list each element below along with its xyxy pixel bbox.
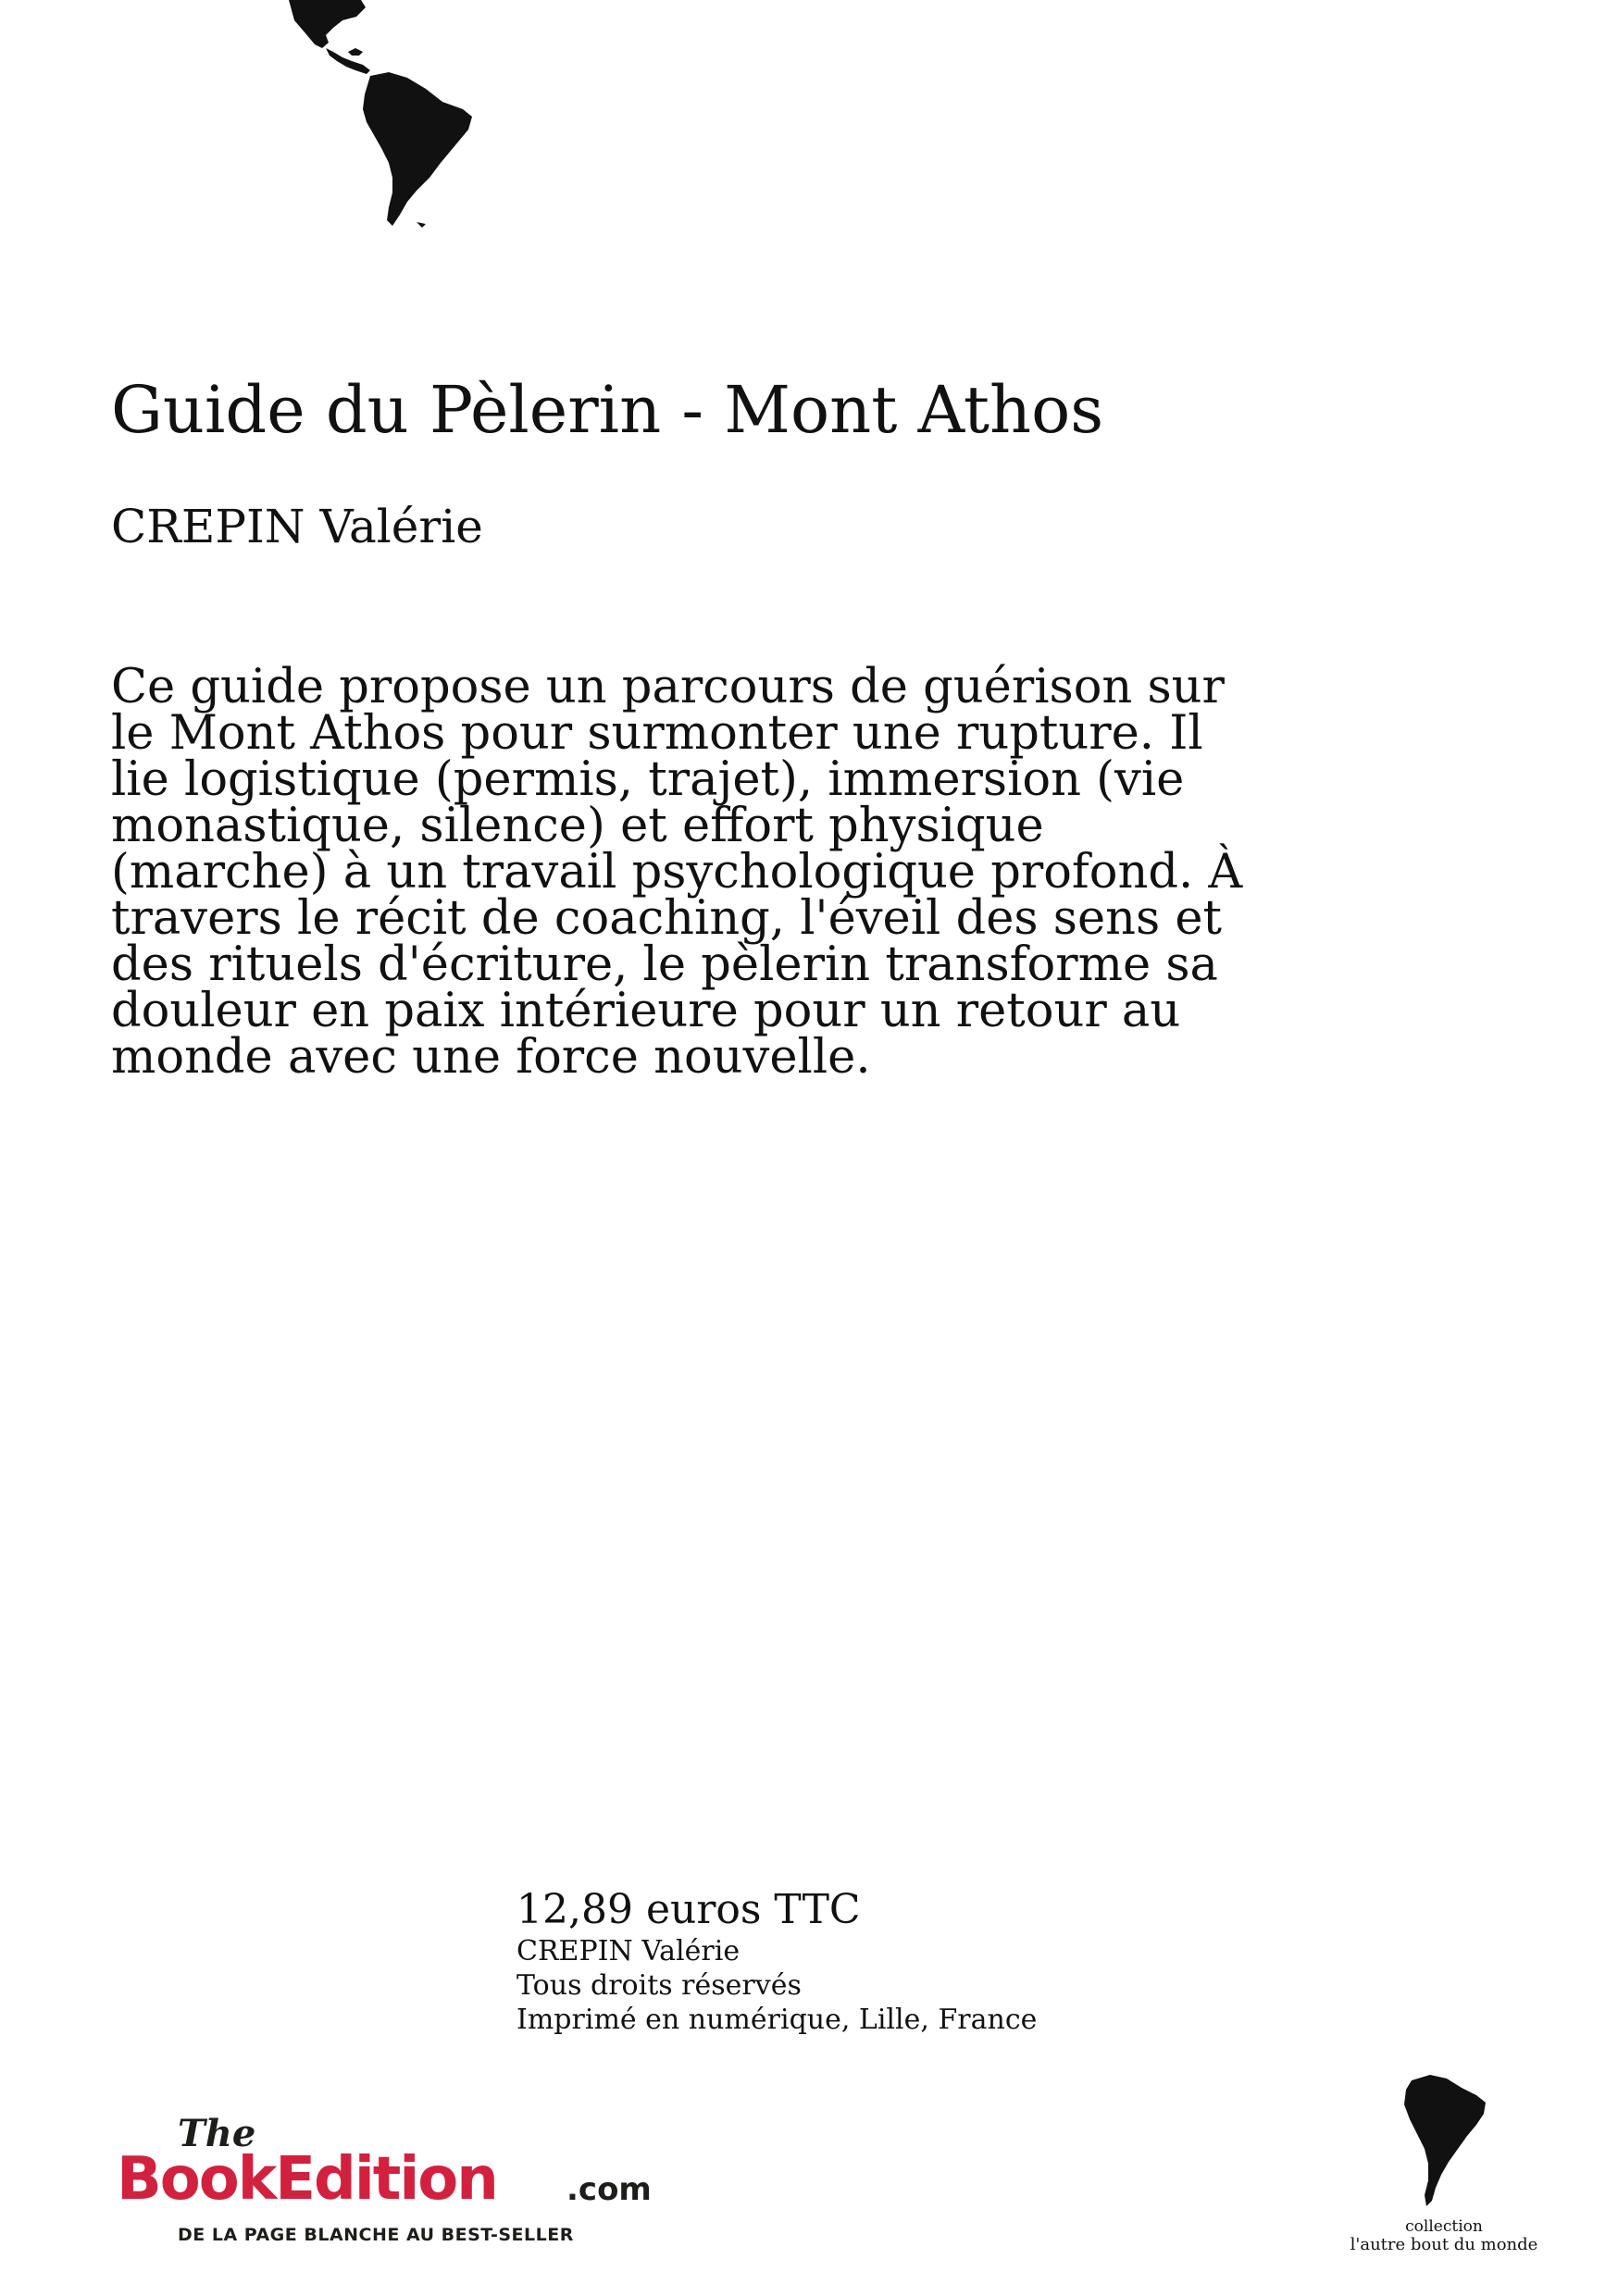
print-location: Imprimé en numérique, Lille, France [517,2004,1038,2036]
price: 12,89 euros TTC [517,1886,861,1933]
logo-domain: .com [566,2171,652,2208]
collection-mark [1342,2071,1546,2254]
logo-the: The [178,2112,256,2155]
book-summary: Ce guide propose un parcours de guérison sur le Mont Athos pour surmonter une rupture. Il lie logistique (permis, trajet), immersion (vie monastique, silence) et effort physique (marche) à un travail psychologique profond. À travers le récit de coaching, l'éveil des sens et des rituels d'écriture, le pèlerin transforme sa douleur en paix intérieure pour un retour au monde avec une force nouvelle. [111,660,1243,1085]
collection-name: l'autre bout du monde [1350,2235,1538,2254]
book-author: CREPIN Valérie [111,500,483,553]
publisher-logo [117,2112,663,2253]
colophon [517,1886,1109,2037]
logo-name: BookEdition [117,2145,497,2214]
south-america-map-icon [1393,2071,1495,2210]
americas-map-icon [278,0,491,231]
collection-label: collection [1405,2217,1483,2236]
colophon-author: CREPIN Valérie [517,1935,741,1967]
book-title: Guide du Pèlerin - Mont Athos [111,372,1104,448]
rights-notice: Tous droits réservés [517,1969,802,2002]
logo-tagline: DE LA PAGE BLANCHE AU BEST-SELLER [178,2225,574,2245]
